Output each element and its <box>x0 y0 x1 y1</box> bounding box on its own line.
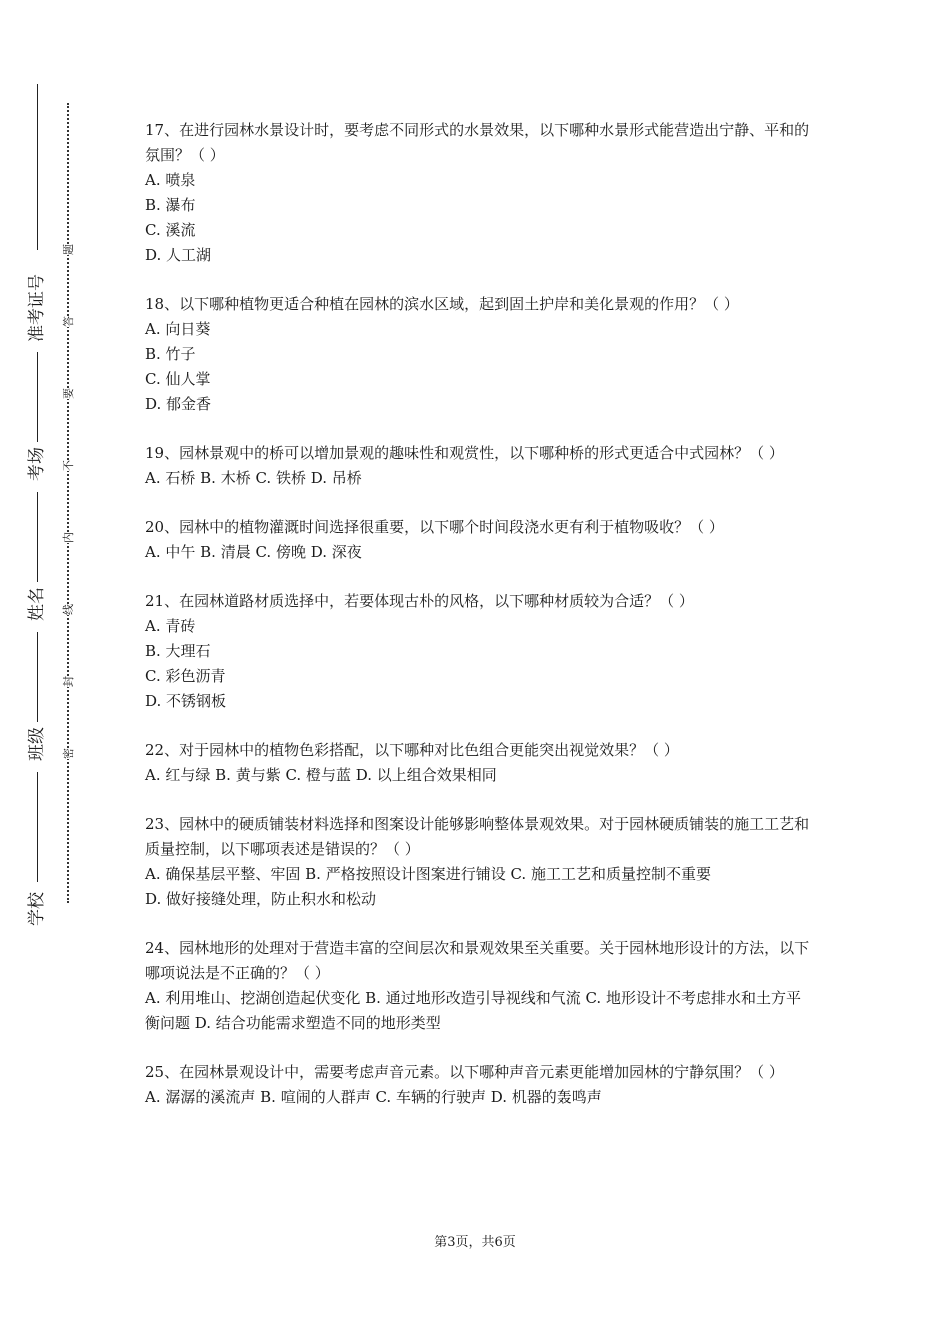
option: B. 大理石 <box>145 642 211 660</box>
option: A. 喷泉 <box>145 171 196 189</box>
margin-label-class: 班级 <box>27 727 47 761</box>
seal-char: 题 <box>61 244 75 255</box>
question-25 <box>145 1060 815 1110</box>
seal-dotted-line <box>67 103 69 903</box>
question-stem: 17、在进行园林水景设计时，要考虑不同形式的水景效果，以下哪种水景形式能营造出宁静、平和的氛围？（ ） <box>145 121 810 164</box>
seal-char: 封 <box>61 676 75 687</box>
option: B. 竹子 <box>145 345 196 363</box>
option: A. 中午 B. 清晨 C. 傍晚 D. 深夜 <box>145 543 362 561</box>
option: D. 人工湖 <box>145 246 212 264</box>
seal-char: 要 <box>61 388 75 399</box>
margin-label-exam-room: 考场 <box>27 447 47 481</box>
margin-label-name: 姓名 <box>27 587 47 621</box>
question-18 <box>145 292 815 417</box>
question-20 <box>145 515 815 565</box>
margin-line <box>37 772 38 882</box>
seal-char: 内 <box>61 532 75 543</box>
option: C. 溪流 <box>145 221 196 239</box>
question-stem: 21、在园林道路材质选择中，若要体现古朴的风格，以下哪种材质较为合适？（ ） <box>145 592 694 610</box>
option: A. 确保基层平整、牢固 B. 严格按照设计图案进行铺设 C. 施工工艺和质量控制不重要 <box>145 865 711 883</box>
question-23 <box>145 812 815 912</box>
question-stem: 25、在园林景观设计中，需要考虑声音元素。以下哪种声音元素更能增加园林的宁静氛围？（ ） <box>145 1063 784 1081</box>
margin-line <box>37 352 38 442</box>
question-stem: 19、园林景观中的桥可以增加景观的趣味性和观赏性，以下哪种桥的形式更适合中式园林？（ ） <box>145 444 784 462</box>
margin-line <box>37 632 38 722</box>
question-stem: 23、园林中的硬质铺装材料选择和图案设计能够影响整体景观效果。对于园林硬质铺装的施工工艺和质量控制，以下哪项表述是错误的？（ ） <box>145 815 810 858</box>
option: A. 红与绿 B. 黄与紫 C. 橙与蓝 D. 以上组合效果相同 <box>145 766 497 784</box>
margin-label-school: 学校 <box>27 892 47 926</box>
option: C. 彩色沥青 <box>145 667 226 685</box>
question-22 <box>145 738 815 788</box>
option: C. 仙人掌 <box>145 370 211 388</box>
question-stem: 18、以下哪种植物更适合种植在园林的滨水区域，起到固土护岸和美化景观的作用？（ ） <box>145 295 739 313</box>
option: A. 石桥 B. 木桥 C. 铁桥 D. 吊桥 <box>145 469 362 487</box>
page-number: 第3页，共6页 <box>434 1235 516 1250</box>
binding-margin <box>18 80 48 940</box>
question-list <box>145 118 815 1134</box>
seal-char: 线 <box>61 604 75 615</box>
seal-char: 答 <box>61 316 75 327</box>
question-stem: 24、园林地形的处理对于营造丰富的空间层次和景观效果至关重要。关于园林地形设计的方法，以下哪项说法是不正确的？（ ） <box>145 939 810 982</box>
option: A. 向日葵 <box>145 320 211 338</box>
option: A. 青砖 <box>145 617 196 635</box>
option: B. 瀑布 <box>145 196 196 214</box>
option: D. 不锈钢板 <box>145 692 227 710</box>
option: D. 郁金香 <box>145 395 212 413</box>
question-17 <box>145 118 815 268</box>
question-stem: 20、园林中的植物灌溉时间选择很重要，以下哪个时间段浇水更有利于植物吸收？（ ） <box>145 518 724 536</box>
margin-line <box>37 84 38 250</box>
question-24 <box>145 936 815 1036</box>
question-stem: 22、对于园林中的植物色彩搭配，以下哪种对比色组合更能突出视觉效果？（ ） <box>145 741 679 759</box>
margin-label-exam-number: 准考证号 <box>27 274 47 342</box>
question-19 <box>145 441 815 491</box>
question-21 <box>145 589 815 714</box>
margin-line <box>37 492 38 582</box>
option: A. 利用堆山、挖湖创造起伏变化 B. 通过地形改造引导视线和气流 C. 地形设计不考虑排水和土方平衡问题 D. 结合功能需求塑造不同的地形类型 <box>145 989 801 1032</box>
option: A. 潺潺的溪流声 B. 喧闹的人群声 C. 车辆的行驶声 D. 机器的轰鸣声 <box>145 1088 602 1106</box>
seal-char: 密 <box>61 748 75 759</box>
seal-char: 不 <box>61 460 75 471</box>
option: D. 做好接缝处理，防止积水和松动 <box>145 890 377 908</box>
